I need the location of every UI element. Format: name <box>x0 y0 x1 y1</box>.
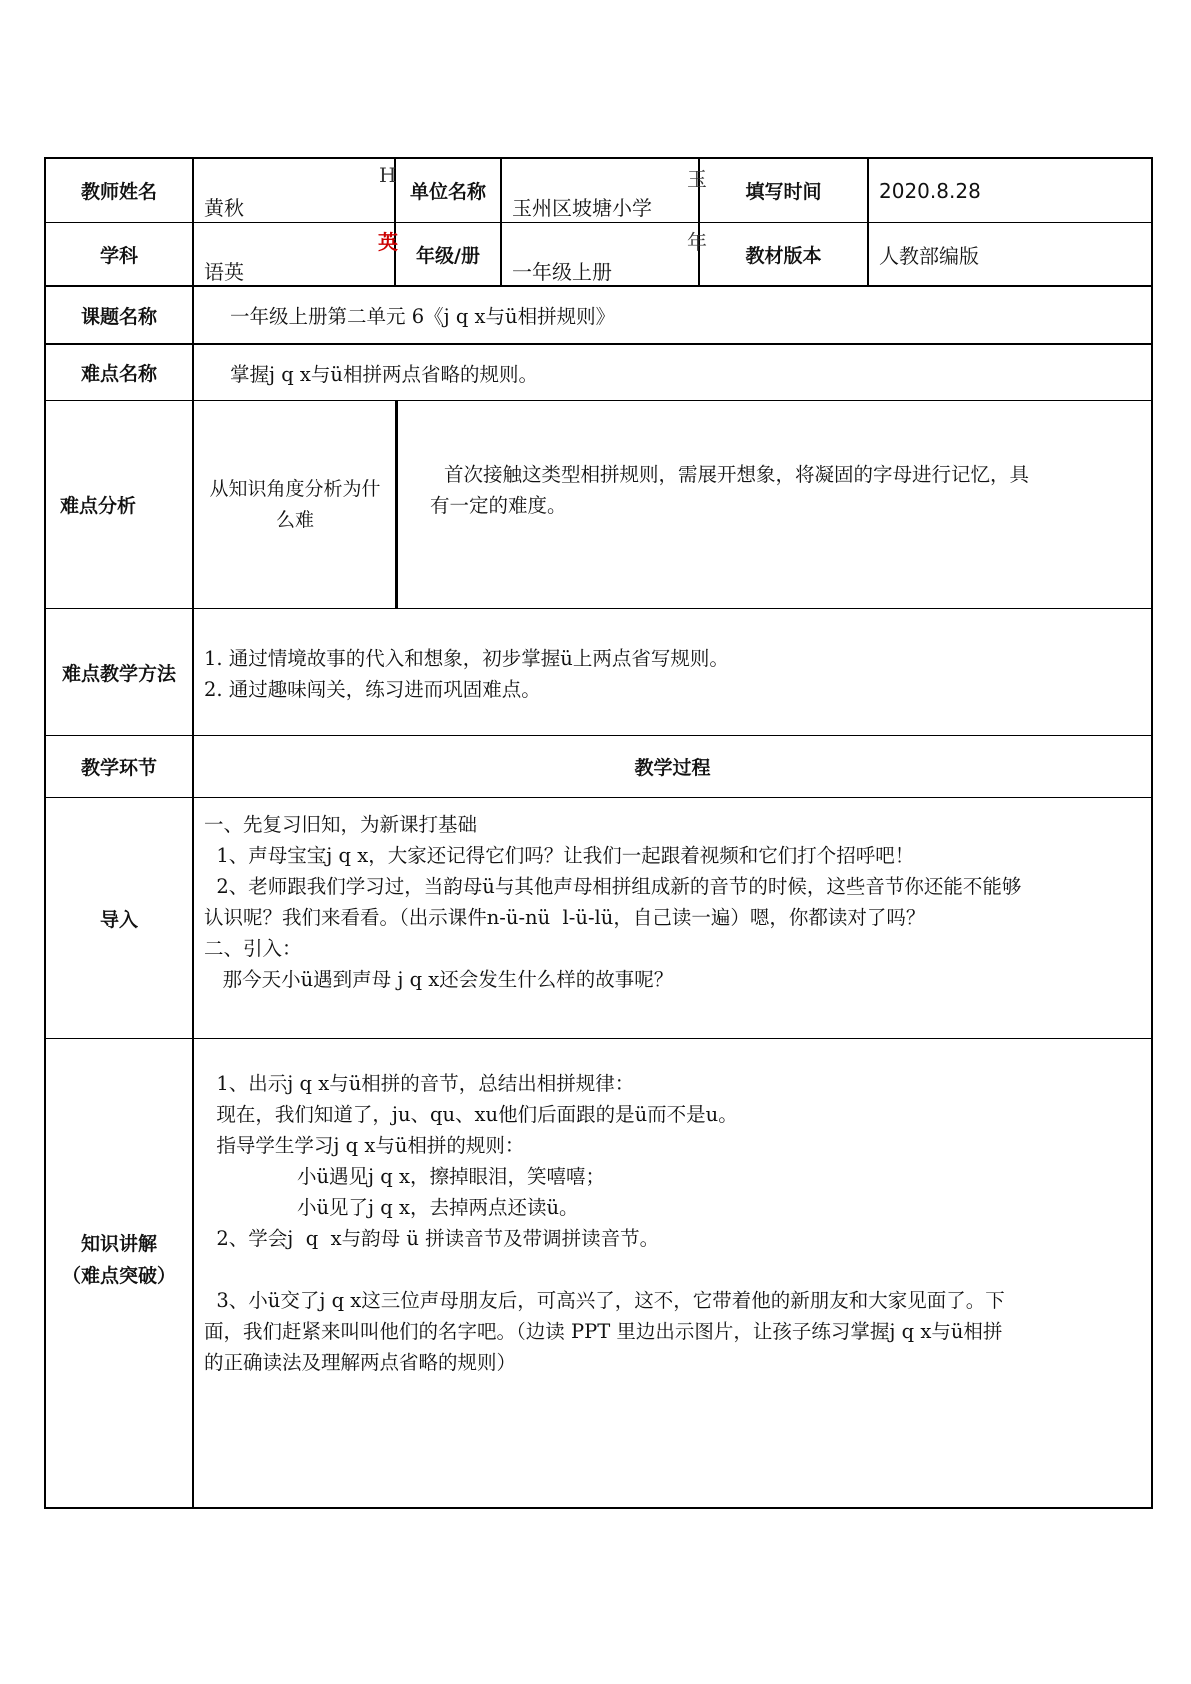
border-bottom <box>44 1507 1153 1509</box>
knowledge-line: 指导学生学习j q x与ü相拼的规则： <box>204 1134 525 1157</box>
column-divider <box>867 157 869 285</box>
grade-value: 一年级上册 <box>512 259 612 284</box>
label-column-divider <box>192 157 194 1509</box>
teacher-name-label: 教师姓名 <box>80 181 157 203</box>
knowledge-line: 1、出示j q x与ü相拼的音节，总结出相拼规律： <box>204 1072 635 1095</box>
method-label: 难点教学方法 <box>61 662 176 685</box>
row-divider <box>44 608 1153 609</box>
process-header-left: 教学环节 <box>80 757 157 779</box>
grade-label: 年级/册 <box>416 244 480 267</box>
intro-line: 1、声母宝宝j q x，大家还记得它们吗？让我们一起跟着视频和它们打个招呼吧！ <box>204 844 915 867</box>
unit-name-label: 单位名称 <box>409 181 486 203</box>
knowledge-line: 面，我们赶紧来叫叫他们的名字吧。（边读 PPT 里边出示图片，让孩子练习掌握j q x与ü相拼 <box>204 1320 1003 1343</box>
unit-name-value: 玉州区坡塘小学 <box>512 195 652 220</box>
method-text <box>204 643 1134 705</box>
analysis-label: 难点分析 <box>59 495 136 517</box>
difficulty-label: 难点名称 <box>80 363 157 385</box>
teacher-name-value: 黄秋 <box>204 195 244 220</box>
knowledge-label-line1: 知识讲解 <box>80 1233 157 1255</box>
knowledge-text <box>204 1068 1144 1378</box>
knowledge-line: 小ü见了j q x，去掉两点还读ü。 <box>204 1196 579 1219</box>
intro-label: 导入 <box>99 908 138 931</box>
analysis-divider <box>395 400 398 608</box>
process-header-right: 教学过程 <box>634 757 711 779</box>
column-divider <box>500 157 502 285</box>
analysis-sub-label: 从知识角度分析为什么难 <box>209 478 381 531</box>
fill-date-value: 2020.8.28 <box>879 178 981 203</box>
knowledge-line: 小ü遇见j q x，擦掉眼泪，笑嘻嘻； <box>204 1165 605 1188</box>
intro-line: 一、先复习旧知，为新课打基础 <box>204 813 478 836</box>
knowledge-line: 3、小ü交了j q x这三位声母朋友后，可高兴了，这不，它带着他的新朋友和大家见面了。下 <box>204 1289 1005 1312</box>
analysis-text <box>430 459 1130 521</box>
method-line: 1. 通过情境故事的代入和想象，初步掌握ü上两点省写规则。 <box>204 647 729 670</box>
stray-mark: 玉 <box>687 167 707 191</box>
knowledge-line <box>204 1254 1144 1285</box>
fill-date-label: 填写时间 <box>745 181 822 203</box>
knowledge-line: 的正确读法及理解两点省略的规则） <box>204 1351 517 1374</box>
intro-line: 2、老师跟我们学习过，当韵母ü与其他声母相拼组成新的音节的时候，这些音节你还能不能够 <box>204 875 1022 898</box>
row-divider <box>44 1038 1153 1039</box>
intro-line: 认识呢？我们来看看。（出示课件n-ü-nü l-ü-lü，自己读一遍）嗯，你都读对了吗？ <box>204 906 926 929</box>
intro-line: 二、引入： <box>204 937 302 960</box>
analysis-line: 有一定的难度。 <box>430 494 567 517</box>
textbook-version-label: 教材版本 <box>745 244 822 267</box>
topic-label: 课题名称 <box>80 305 157 328</box>
knowledge-line: 现在，我们知道了，ju、qu、xu他们后面跟的是ü而不是u。 <box>204 1103 738 1126</box>
intro-line: 那今天小ü遇到声母 j q x还会发生什么样的故事呢？ <box>204 968 674 991</box>
border-right <box>1151 157 1153 1509</box>
subject-label: 学科 <box>99 244 138 267</box>
knowledge-label <box>46 1220 192 1300</box>
stray-mark: 英 <box>378 230 398 254</box>
method-line: 2. 通过趣味闯关，练习进而巩固难点。 <box>204 678 541 701</box>
intro-text <box>204 809 1144 995</box>
textbook-version-value: 人教部编版 <box>879 243 979 268</box>
row-divider <box>44 400 1153 401</box>
topic-value: 一年级上册第二单元 6《j q x与ü相拼规则》 <box>230 305 616 328</box>
knowledge-label-line2: （难点突破） <box>61 1265 176 1287</box>
difficulty-value: 掌握j q x与ü相拼两点省略的规则。 <box>230 362 538 386</box>
stray-mark: 年 <box>687 230 707 254</box>
knowledge-line: 2、学会j q x与韵母 ü 拼读音节及带调拼读音节。 <box>204 1227 660 1250</box>
row-divider <box>44 797 1153 798</box>
stray-mark: H <box>379 163 397 187</box>
subject-value: 语英 <box>204 259 244 284</box>
analysis-line: 首次接触这类型相拼规则，需展开想象，将凝固的字母进行记忆，具 <box>444 463 1030 486</box>
